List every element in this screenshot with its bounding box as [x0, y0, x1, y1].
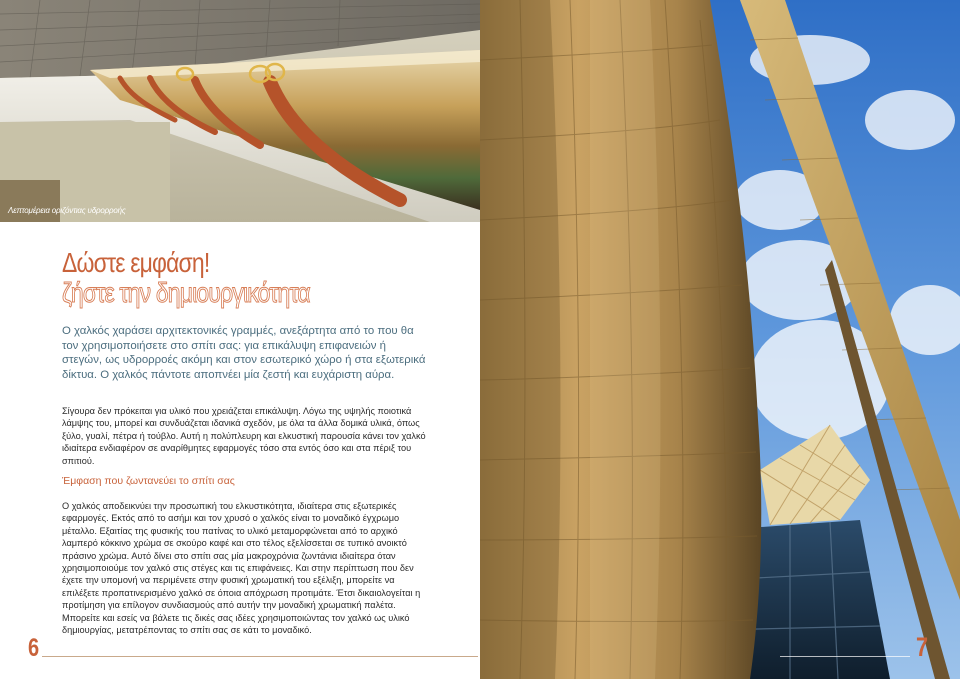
- intro-paragraph: Ο χαλκός χαράσει αρχιτεκτονικές γραμμές, ανεξάρτητα από το που θα τον χρησιμοποιήσετε στο σπίτι σας: για επικάλυψη επιφανειών ή στεγών, ως υδρορροές ακόμη και στον εσωτερικό χώρο ή στα εξωτερικά δίκτυα. Ο χαλκός πάντοτε αποπνέει μία ζεστή και ευχάριστη αύρα.: [62, 325, 426, 381]
- photo-caption: Λεπτομέρεια οριζόντιας υδρορροής: [8, 206, 126, 215]
- body-paragraph-2-text: Ο χαλκός αποδεικνύει την προσωπική του ελκυστικότητα, ιδιαίτερα στις εξωτερικές εφαρμογές. Εκτός από το ασήμι και τον χρυσό ο χαλκός είναι το μοναδικό έγχρωμο μέταλλο. Εξαιτίας της φυσικής του πατίνας το υλικό μεταμορφώνεται από το αρχικό λαμπερό κόκκινο χρώμα σε σκούρο καφέ και στο τέλος εξελίσσεται σε τυπικό ανοικτό πράσινο χρώμα. Αυτό δίνει στο σπίτι σας μία μακροχρόνια ζωντάνια ιδιαίτερα όταν χρησιμοποιούμε τον χαλκό στις στέγες και τις επιφάνειες. Και στην περίπτωση που δεν έχετε την υπομονή να περιμένετε στην φυσική χρωματική του εξέλιξη, μπορείτε να επιλέξετε προπατινερισμένο χαλκό σε όποια απόχρωση προτιμάτε. Έτσι δικαιολογείται η προτίμηση για επίλογον συνδιασμούς από αυτήν την μοναδική χρωματική παλέτα. Μπορείτε και εσείς να βάλετε τις δικές σας ιδέες χρησιμοποιώντας τον χαλκό ως υλικό δημιουργίας, μετατρέποντας το σπίτι σας σε κάτι το μοναδικό.: [62, 501, 421, 636]
- body-paragraph-1: Σίγουρα δεν πρόκειται για υλικό που χρειάζεται επικάλυψη. Λόγω της υψηλής ποιοτικά λάμψης του, μπορεί και συνδυάζεται ιδανικά σχεδόν, με όλα τα άλλα δομικά υλικά, όπως ξύλο, γυαλί, πέτρα ή τούβλο. Αυτή η πολύπλευρη και ελκυστική παρουσία κάνει τον χαλκό ιδιαίτερα ενδιαφέρον σε αναρίθμητες εφαρμογές τόσο στα εντός όσο και στα πέριξ του σπιτιού.: [62, 406, 426, 466]
- subheadline: ζήστε την δημιουργικότητα: [62, 277, 310, 308]
- gutter-photo: [0, 0, 480, 222]
- section-title: Έμφαση που ζωντανεύει το σπίτι σας: [62, 475, 235, 487]
- copper-facade-photo: [480, 0, 960, 679]
- left-text-column: [62, 247, 462, 636]
- page-number-left: 6: [28, 634, 40, 662]
- body-paragraph-2: [62, 500, 430, 636]
- headline: Δώστε εμφάση!: [62, 247, 210, 278]
- footer-divider-left: [42, 656, 478, 657]
- footer-divider-right: [780, 656, 910, 657]
- page-number-right: 7: [916, 632, 929, 662]
